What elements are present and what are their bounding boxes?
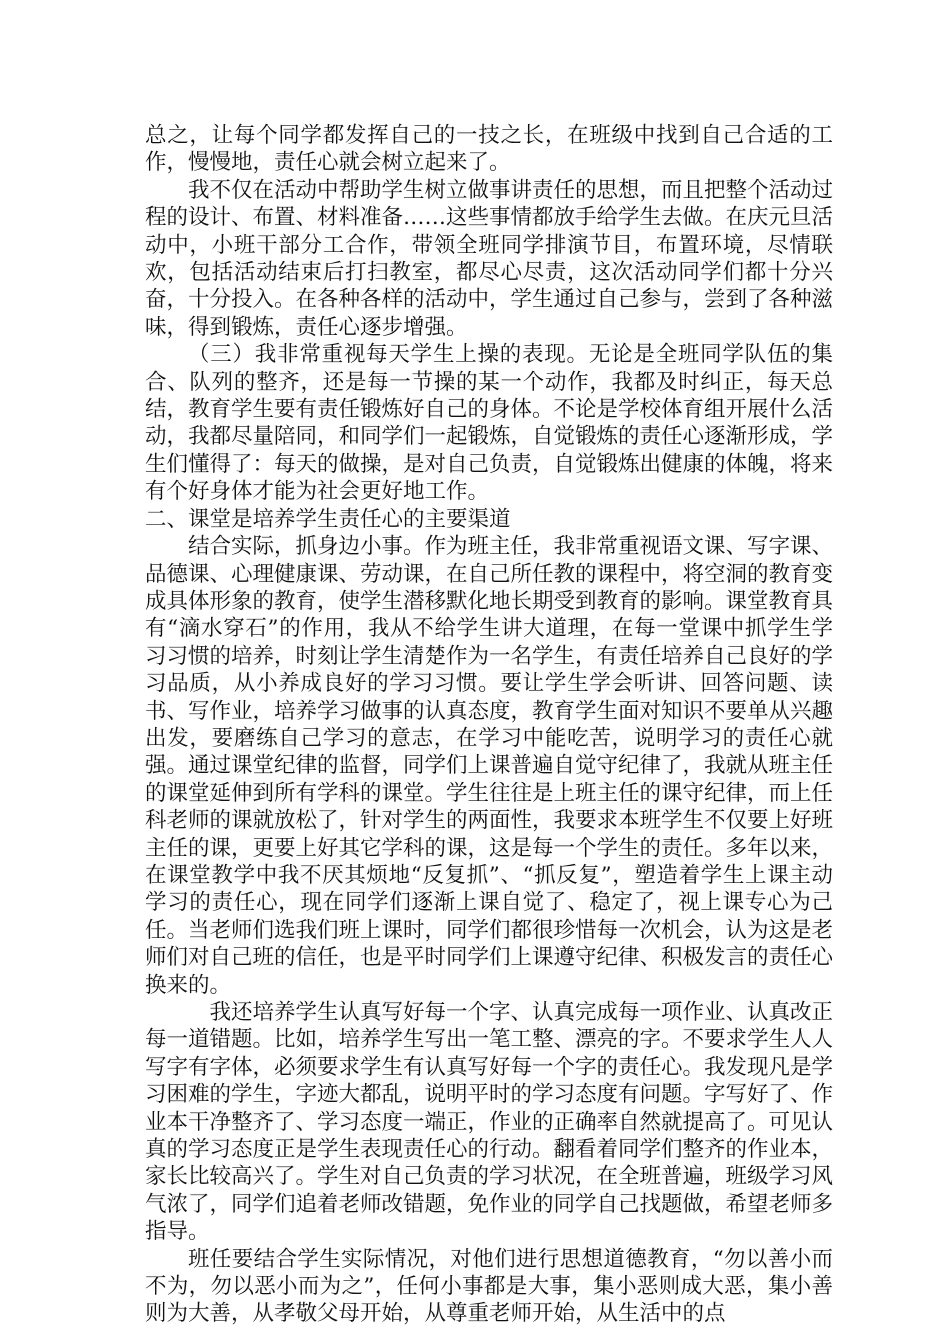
paragraph-summary: 总之，让每个同学都发挥自己的一技之长，在班级中找到自己合适的工作，慢慢地，责任心就会树立起来了。 bbox=[145, 123, 833, 176]
paragraph-handwriting: 我还培养学生认真写好每一个字、认真完成每一项作业、认真改正每一道错题。比如，培养学生写出一笔工整、漂亮的字。不要求学生人人写字有字体，必须要求学生有认真写好每一个字的责任心。我发现凡是学习困难的学生，字迹大都乱，说明平时的学习态度有问题。字写好了、作业本干净整齐了、学习态度一端正，作业的正确率自然就提高了。可见认真的学习态度正是学生表现责任心的行动。翻看着同学们整齐的作业本，家长比较高兴了。学生对自己负责的学习状况，在全班普遍，班级学习风气浓了，同学们追着老师改错题，免作业的同学自己找题做，希望老师多指导。 bbox=[145, 1000, 834, 1245]
paragraph-activities: 我不仅在活动中帮助学生树立做事讲责任的思想，而且把整个活动过程的设计、布置、材料准备……这些事情都放手给学生去做。在庆元旦活动中，小班干部分工合作，带领全班同学排演节目，布置环境，尽情联欢，包括活动结束后打扫教室，都尽心尽责，这次活动同学们都十分兴奋，十分投入。在各种各样的活动中，学生通过自己参与，尝到了各种滋味，得到锻炼，责任心逐步增强。 bbox=[145, 177, 834, 340]
paragraph-exercise: （三）我非常重视每天学生上操的表现。无论是全班同学队伍的集合、队列的整齐，还是每一节操的某一个动作，我都及时纠正，每天总结，教育学生要有责任锻炼好自己的身体。不论是学校体育组开展什么活动，我都尽量陪同，和同学们一起锻炼，自觉锻炼的责任心逐渐形成，学生们懂得了：每天的做操，是对自己负责，自觉锻炼出健康的体魄，将来有个好身体才能为社会更好地工作。 bbox=[145, 342, 834, 505]
paragraph-moral-education: 班任要结合学生实际情况，对他们进行思想道德教育，“勿以善小而不为，勿以恶小而为之”，任何小事都是大事，集小恶则成大恶，集小善则为大善，从孝敬父母开始，从尊重老师开始，从生活中的点 bbox=[145, 1246, 833, 1327]
document-page bbox=[145, 122, 833, 1328]
paragraph-classroom: 结合实际，抓身边小事。作为班主任，我非常重视语文课、写字课、品德课、心理健康课、劳动课，在自己所任教的课程中，将空洞的教育变成具体形象的教育，使学生潜移默化地长期受到教育的影响。课堂教育具有“滴水穿石”的作用，我从不给学生讲大道理，在每一堂课中抓学生学习习惯的培养，时刻让学生清楚作为一名学生，有责任培养自己良好的学习品质，从小养成良好的学习习惯。要让学生学会听讲、回答问题、读书、写作业，培养学习做事的认真态度，教育学生面对知识不要单从兴趣出发，要磨练自己学习的意志，在学习中能吃苦，说明学习的责任心就强。通过课堂纪律的监督，同学们上课普遍自觉守纪律了，我就从班主任的课堂延伸到所有学科的课堂。学生往往是上班主任的课守纪律，而上任科老师的课就放松了，针对学生的两面性，我要求本班学生不仅要上好班主任的课，更要上好其它学科的课，这是每一个学生的责任。多年以来，在课堂教学中我不厌其烦地“反复抓”、“抓反复”，塑造着学生上课主动学习的责任心，现在同学们逐渐上课自觉了、稳定了，视上课专心为己任。当老师们选我们班上课时，同学们都很珍惜每一次机会，认为这是老师们对自己班的信任，也是平时同学们上课遵守纪律、积极发言的责任心换来的。 bbox=[145, 534, 834, 998]
section-heading: 二、课堂是培养学生责任心的主要渠道 bbox=[145, 506, 511, 532]
